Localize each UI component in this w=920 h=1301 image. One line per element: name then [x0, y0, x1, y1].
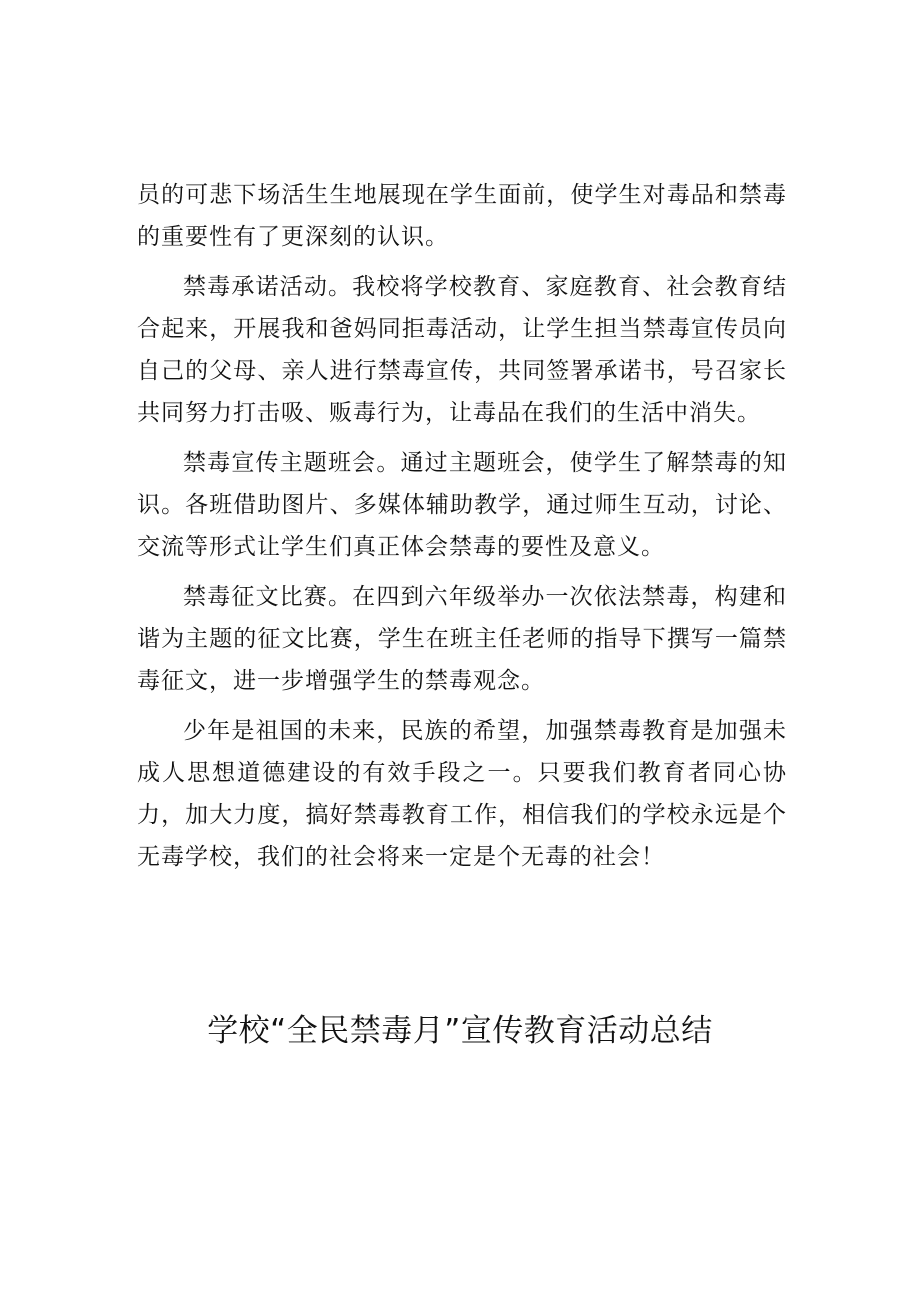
paragraph-pledge-activity: 禁毒承诺活动。我校将学校教育、家庭教育、社会教育结合起来，开展我和爸妈同拒毒活动，让学生担当禁毒宣传员向自己的父母、亲人进行禁毒宣传，共同签署承诺书，号召家长共同努力打击吸、贩毒行为，让毒品在我们的生活中消失。	[137, 274, 787, 426]
paragraph-essay-contest: 禁毒征文比赛。在四到六年级举办一次依法禁毒，构建和谐为主题的征文比赛，学生在班主任老师的指导下撰写一篇禁毒征文，进一步增强学生的禁毒观念。	[137, 584, 787, 694]
next-section-title: 学校“全民禁毒月”宣传教育活动总结	[207, 1013, 713, 1049]
paragraph-continued: 员的可悲下场活生生地展现在学生面前，使学生对毒品和禁毒的重要性有了更深刻的认识。	[137, 182, 787, 250]
paragraph-conclusion: 少年是祖国的未来，民族的希望，加强禁毒教育是加强未成人思想道德建设的有效手段之一。只要我们教育者同心协力，加大力度，搞好禁毒教育工作，相信我们的学校永远是个无毒学校，我们的社会将来一定是个无毒的社会！	[137, 718, 787, 870]
paragraph-class-meeting: 禁毒宣传主题班会。通过主题班会，使学生了解禁毒的知识。各班借助图片、多媒体辅助教学，通过师生互动，讨论、交流等形式让学生们真正体会禁毒的要性及意义。	[137, 450, 787, 560]
document-body	[137, 174, 787, 886]
